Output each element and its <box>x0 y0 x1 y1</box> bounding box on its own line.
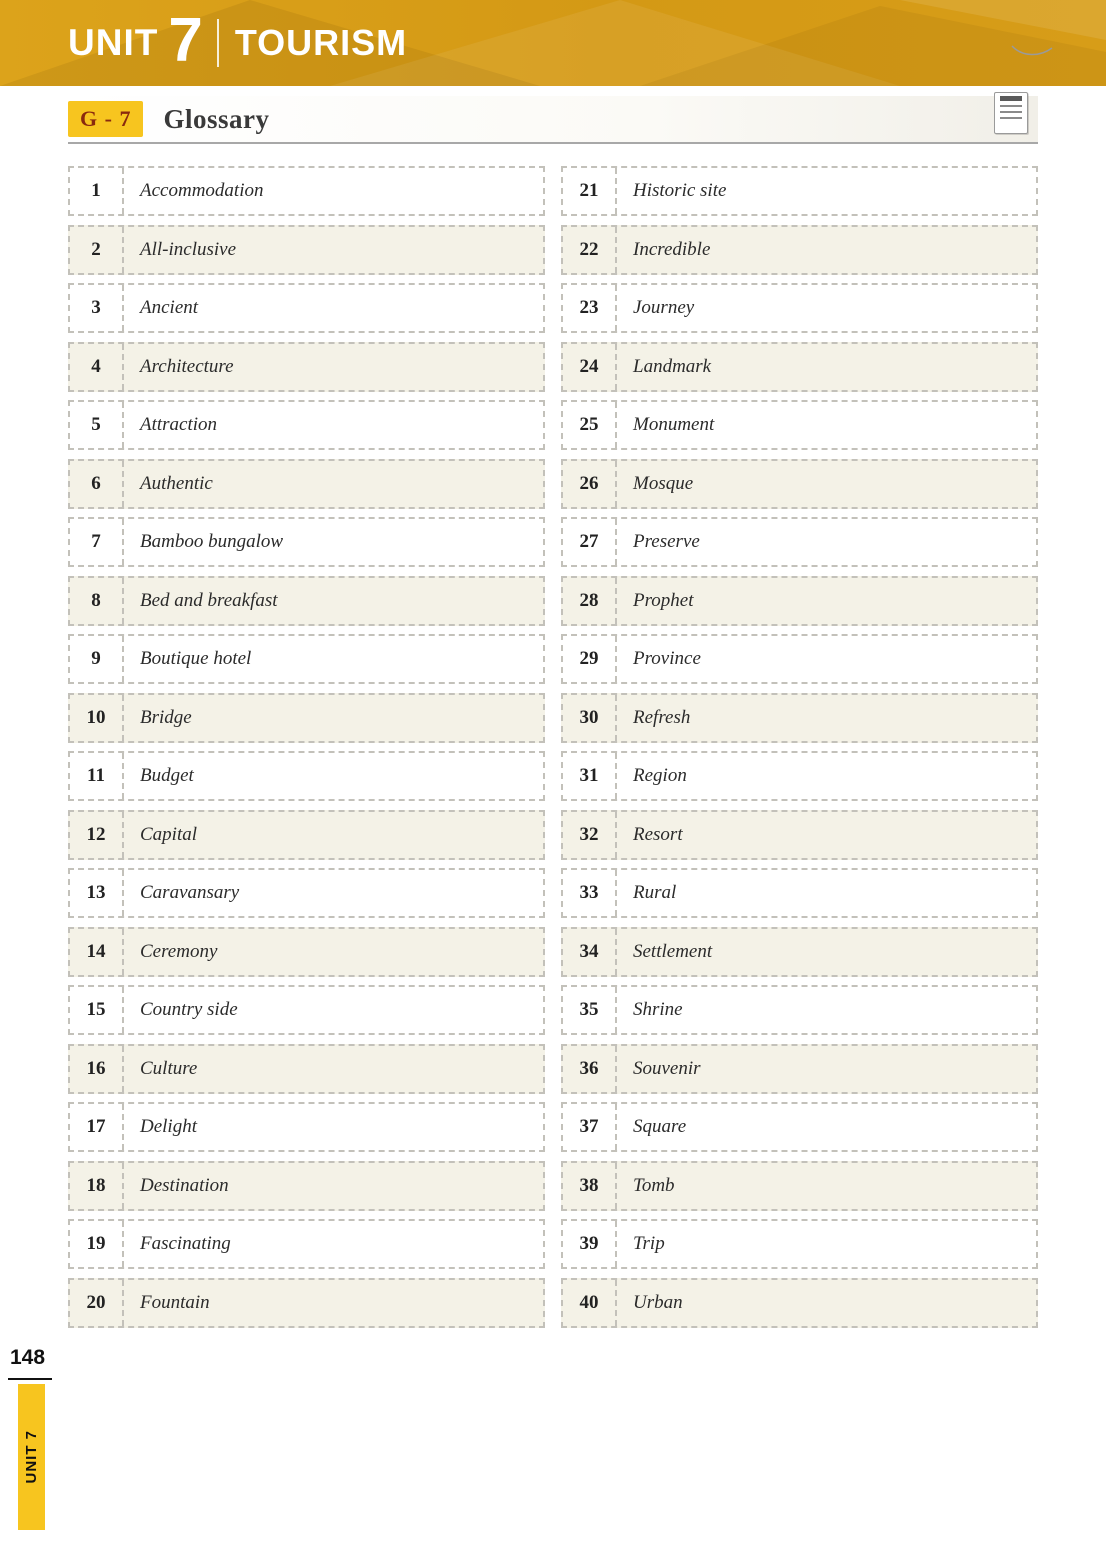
page-number: 148 <box>10 1346 46 1369</box>
notebook-icon <box>994 92 1028 134</box>
term-number: 33 <box>563 870 617 916</box>
term-text: Fountain <box>140 1291 210 1313</box>
glossary-row <box>68 1044 545 1094</box>
term-number: 19 <box>70 1221 124 1267</box>
glossary-row <box>68 1161 545 1211</box>
term-text: Authentic <box>140 472 213 494</box>
term-number: 15 <box>70 987 124 1033</box>
glossary-row <box>68 1102 545 1152</box>
term-number: 4 <box>70 344 124 390</box>
glossary-row <box>68 576 545 626</box>
term-text: Bridge <box>140 706 192 728</box>
term-number: 3 <box>70 285 124 331</box>
term-number: 28 <box>563 578 617 624</box>
term-number: 16 <box>70 1046 124 1092</box>
term-text: Landmark <box>633 355 712 377</box>
glossary-row <box>68 693 545 743</box>
term-number: 38 <box>563 1163 617 1209</box>
term-number: 10 <box>70 695 124 741</box>
term-text: Urban <box>633 1291 683 1313</box>
glossary-row <box>561 1044 1038 1094</box>
term-number: 8 <box>70 578 124 624</box>
page-curl-decor <box>1010 44 1054 60</box>
glossary-row <box>68 985 545 1035</box>
term-number: 37 <box>563 1104 617 1150</box>
glossary-column-right <box>561 166 1038 1336</box>
term-number: 30 <box>563 695 617 741</box>
term-text: Journey <box>633 297 695 318</box>
unit-banner <box>0 0 1106 86</box>
term-text: Rural <box>633 882 677 903</box>
glossary-row <box>68 225 545 275</box>
term-text: Region <box>633 765 687 786</box>
glossary-row <box>68 166 545 216</box>
glossary-row <box>68 810 545 860</box>
glossary-code-badge: G - 7 <box>68 101 143 137</box>
term-number: 5 <box>70 402 124 448</box>
glossary-row <box>561 1102 1038 1152</box>
banner-divider <box>217 19 219 67</box>
unit-number: 7 <box>168 6 203 75</box>
term-text: Historic site <box>633 180 727 201</box>
term-text: Trip <box>633 1233 665 1254</box>
glossary-row <box>561 459 1038 509</box>
term-text: Attraction <box>140 414 218 435</box>
term-number: 7 <box>70 519 124 565</box>
term-number: 40 <box>563 1280 617 1326</box>
term-number: 9 <box>70 636 124 682</box>
term-text: Mosque <box>633 472 694 494</box>
term-number: 13 <box>70 870 124 916</box>
glossary-row <box>561 517 1038 567</box>
term-text: Square <box>633 1116 687 1137</box>
glossary-header <box>68 96 1038 144</box>
term-text: Prophet <box>633 589 694 611</box>
glossary-row <box>561 1219 1038 1269</box>
term-text: Capital <box>140 823 198 845</box>
glossary-row <box>68 1278 545 1328</box>
glossary-row <box>561 693 1038 743</box>
term-text: Settlement <box>633 940 713 962</box>
term-number: 32 <box>563 812 617 858</box>
term-number: 17 <box>70 1104 124 1150</box>
term-text: Ancient <box>140 297 199 318</box>
glossary-row <box>68 459 545 509</box>
term-number: 26 <box>563 461 617 507</box>
glossary-row <box>68 400 545 450</box>
glossary-row <box>68 751 545 801</box>
term-number: 27 <box>563 519 617 565</box>
term-number: 34 <box>563 929 617 975</box>
term-text: Bed and breakfast <box>140 589 278 611</box>
term-number: 14 <box>70 929 124 975</box>
page-number-rule <box>8 1378 52 1380</box>
glossary-row <box>68 517 545 567</box>
term-number: 12 <box>70 812 124 858</box>
term-text: Accommodation <box>140 180 264 201</box>
banner-text <box>68 0 407 86</box>
glossary-table <box>68 166 1038 1336</box>
glossary-row <box>561 283 1038 333</box>
term-text: Boutique hotel <box>140 648 252 669</box>
term-number: 2 <box>70 227 124 273</box>
glossary-row <box>561 400 1038 450</box>
glossary-row <box>561 342 1038 392</box>
glossary-row <box>561 1161 1038 1211</box>
glossary-row <box>68 927 545 977</box>
glossary-row <box>68 1219 545 1269</box>
term-text: Refresh <box>633 706 691 728</box>
term-text: Monument <box>633 414 715 435</box>
glossary-row <box>68 342 545 392</box>
term-number: 1 <box>70 168 124 214</box>
term-number: 6 <box>70 461 124 507</box>
glossary-row <box>561 810 1038 860</box>
term-number: 39 <box>563 1221 617 1267</box>
term-text: Country side <box>140 999 238 1020</box>
term-text: Province <box>633 648 701 669</box>
glossary-column-left <box>68 166 545 1336</box>
unit-side-tab-label: UNIT 7 <box>23 1430 40 1484</box>
term-number: 25 <box>563 402 617 448</box>
glossary-row <box>561 166 1038 216</box>
glossary-row <box>561 985 1038 1035</box>
glossary-row <box>561 634 1038 684</box>
term-number: 23 <box>563 285 617 331</box>
term-text: Destination <box>140 1174 229 1196</box>
term-number: 20 <box>70 1280 124 1326</box>
term-text: Souvenir <box>633 1057 701 1079</box>
term-text: Caravansary <box>140 882 240 903</box>
term-number: 24 <box>563 344 617 390</box>
glossary-row <box>68 634 545 684</box>
glossary-row <box>561 225 1038 275</box>
term-text: Resort <box>633 823 683 845</box>
glossary-row <box>68 868 545 918</box>
glossary-row <box>561 868 1038 918</box>
term-text: Delight <box>140 1116 197 1137</box>
term-number: 31 <box>563 753 617 799</box>
unit-side-tab <box>18 1384 45 1530</box>
term-number: 21 <box>563 168 617 214</box>
glossary-row <box>561 1278 1038 1328</box>
glossary-title: Glossary <box>163 103 270 134</box>
term-number: 29 <box>563 636 617 682</box>
term-number: 36 <box>563 1046 617 1092</box>
term-text: Bamboo bungalow <box>140 531 284 552</box>
term-text: Architecture <box>140 355 234 377</box>
glossary-row <box>561 576 1038 626</box>
term-number: 18 <box>70 1163 124 1209</box>
term-text: Ceremony <box>140 940 218 962</box>
term-text: All-inclusive <box>140 238 237 260</box>
term-number: 11 <box>70 753 124 799</box>
glossary-row <box>561 927 1038 977</box>
glossary-row <box>561 751 1038 801</box>
glossary-row <box>68 283 545 333</box>
term-number: 22 <box>563 227 617 273</box>
term-text: Budget <box>140 765 194 786</box>
term-text: Shrine <box>633 999 683 1020</box>
term-number: 35 <box>563 987 617 1033</box>
term-text: Incredible <box>633 238 711 260</box>
unit-subject: TOURISM <box>234 22 408 63</box>
term-text: Culture <box>140 1057 198 1079</box>
term-text: Fascinating <box>140 1233 231 1254</box>
term-text: Tomb <box>633 1174 675 1196</box>
term-text: Preserve <box>633 531 700 552</box>
unit-label: UNIT <box>68 22 159 63</box>
